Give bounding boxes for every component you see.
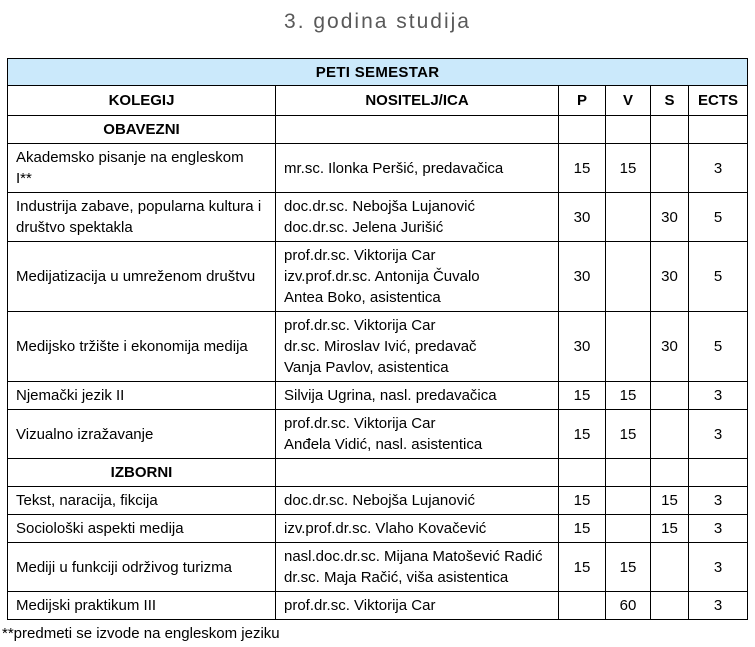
- ects-value: 3: [689, 487, 748, 515]
- lecturer-line: doc.dr.sc. Nebojša Lujanović: [284, 492, 475, 509]
- course-lecturers: [276, 144, 559, 193]
- p-value: 15: [559, 515, 606, 543]
- empty-s-cell: [651, 116, 689, 144]
- s-value: 30: [651, 312, 689, 382]
- s-value: [651, 382, 689, 410]
- empty-v-cell: [606, 116, 651, 144]
- empty-nositelj-cell: [276, 116, 559, 144]
- ects-value: 3: [689, 543, 748, 592]
- ects-value: 5: [689, 312, 748, 382]
- lecturer-line: izv.prof.dr.sc. Antonija Čuvalo: [284, 268, 480, 285]
- course-row: [8, 487, 748, 515]
- col-header-nositelj: NOSITELJ/ICA: [276, 86, 559, 116]
- p-value: 15: [559, 543, 606, 592]
- lecturer-line: dr.sc. Miroslav Ivić, predavač: [284, 338, 477, 355]
- semester-header: PETI SEMESTAR: [8, 59, 748, 86]
- col-header-kolegij: KOLEGIJ: [8, 86, 276, 116]
- course-name: Njemački jezik II: [8, 382, 276, 410]
- lecturer-line: prof.dr.sc. Viktorija Car: [284, 415, 436, 432]
- lecturer-line: dr.sc. Maja Račić, viša asistentica: [284, 569, 509, 586]
- s-value: [651, 592, 689, 620]
- p-value: 15: [559, 410, 606, 459]
- v-value: [606, 193, 651, 242]
- lecturer-line: mr.sc. Ilonka Peršić, predavačica: [284, 159, 504, 177]
- course-name: Mediji u funkciji održivog turizma: [8, 543, 276, 592]
- s-value: 15: [651, 515, 689, 543]
- course-name: Industrija zabave, popularna kultura i društvo spektakla: [8, 193, 276, 242]
- v-value: [606, 312, 651, 382]
- course-row: [8, 144, 748, 193]
- empty-ects-cell: [689, 459, 748, 487]
- lecturer-line: Silvija Ugrina, nasl. predavačica: [284, 387, 497, 404]
- v-value: [606, 515, 651, 543]
- p-value: 15: [559, 144, 606, 193]
- empty-v-cell: [606, 459, 651, 487]
- course-row: [8, 543, 748, 592]
- course-lecturers: [276, 487, 559, 515]
- course-name: Tekst, naracija, fikcija: [8, 487, 276, 515]
- lecturer-line: Antea Boko, asistentica: [284, 289, 441, 306]
- empty-p-cell: [559, 116, 606, 144]
- lecturer-line: nasl.doc.dr.sc. Mijana Matošević Radić: [284, 548, 543, 565]
- section-row: [8, 116, 748, 144]
- v-value: 15: [606, 410, 651, 459]
- empty-s-cell: [651, 459, 689, 487]
- empty-p-cell: [559, 459, 606, 487]
- course-row: [8, 515, 748, 543]
- ects-value: 3: [689, 592, 748, 620]
- s-value: [651, 410, 689, 459]
- s-value: [651, 144, 689, 193]
- p-value: 30: [559, 312, 606, 382]
- course-lecturers: [276, 543, 559, 592]
- course-name: Medijatizacija u umreženom društvu: [8, 242, 276, 312]
- v-value: 15: [606, 543, 651, 592]
- section-label: IZBORNI: [8, 459, 276, 487]
- course-lecturers: [276, 592, 559, 620]
- s-value: 30: [651, 193, 689, 242]
- lecturer-line: prof.dr.sc. Viktorija Car: [284, 317, 436, 334]
- course-lecturers: [276, 410, 559, 459]
- v-value: [606, 487, 651, 515]
- course-row: [8, 312, 748, 382]
- p-value: 15: [559, 487, 606, 515]
- s-value: 30: [651, 242, 689, 312]
- ects-value: 3: [689, 410, 748, 459]
- v-value: 15: [606, 382, 651, 410]
- lecturer-line: doc.dr.sc. Nebojša Lujanović: [284, 198, 475, 215]
- course-lecturers: [276, 312, 559, 382]
- ects-value: 5: [689, 242, 748, 312]
- table-body: [8, 116, 748, 620]
- col-header-v: V: [606, 86, 651, 116]
- course-lecturers: [276, 515, 559, 543]
- course-lecturers: [276, 193, 559, 242]
- course-lecturers: [276, 242, 559, 312]
- col-header-ects: ECTS: [689, 86, 748, 116]
- p-value: 15: [559, 382, 606, 410]
- s-value: 15: [651, 487, 689, 515]
- section-row: [8, 459, 748, 487]
- col-header-s: S: [651, 86, 689, 116]
- lecturer-line: Anđela Vidić, nasl. asistentica: [284, 436, 483, 453]
- col-header-p: P: [559, 86, 606, 116]
- course-row: [8, 382, 748, 410]
- ects-value: 3: [689, 515, 748, 543]
- course-row: [8, 242, 748, 312]
- semester-table: [7, 58, 748, 620]
- course-name: Vizualno izražavanje: [8, 410, 276, 459]
- course-row: [8, 193, 748, 242]
- p-value: [559, 592, 606, 620]
- ects-value: 3: [689, 144, 748, 193]
- lecturer-line: izv.prof.dr.sc. Vlaho Kovačević: [284, 520, 487, 537]
- course-name: Sociološki aspekti medija: [8, 515, 276, 543]
- p-value: 30: [559, 242, 606, 312]
- semester-header-row: [8, 59, 748, 86]
- s-value: [651, 543, 689, 592]
- empty-nositelj-cell: [276, 459, 559, 487]
- ects-value: 3: [689, 382, 748, 410]
- ects-value: 5: [689, 193, 748, 242]
- page-title: 3. godina studija: [284, 10, 471, 33]
- course-row: [8, 592, 748, 620]
- lecturer-line: prof.dr.sc. Viktorija Car: [284, 247, 436, 264]
- course-name: Akademsko pisanje na engleskom I**: [8, 144, 276, 193]
- lecturer-line: prof.dr.sc. Viktorija Car: [284, 597, 436, 614]
- course-name: Medijsko tržište i ekonomija medija: [8, 312, 276, 382]
- section-label: OBAVEZNI: [8, 116, 276, 144]
- p-value: 30: [559, 193, 606, 242]
- lecturer-line: doc.dr.sc. Jelena Jurišić: [284, 219, 444, 236]
- course-lecturers: [276, 382, 559, 410]
- v-value: 60: [606, 592, 651, 620]
- v-value: [606, 242, 651, 312]
- column-header-row: [8, 86, 748, 116]
- footnote: **predmeti se izvode na engleskom jeziku: [2, 625, 280, 642]
- empty-ects-cell: [689, 116, 748, 144]
- course-name: Medijski praktikum III: [8, 592, 276, 620]
- course-row: [8, 410, 748, 459]
- v-value: 15: [606, 144, 651, 193]
- lecturer-line: Vanja Pavlov, asistentica: [284, 359, 449, 376]
